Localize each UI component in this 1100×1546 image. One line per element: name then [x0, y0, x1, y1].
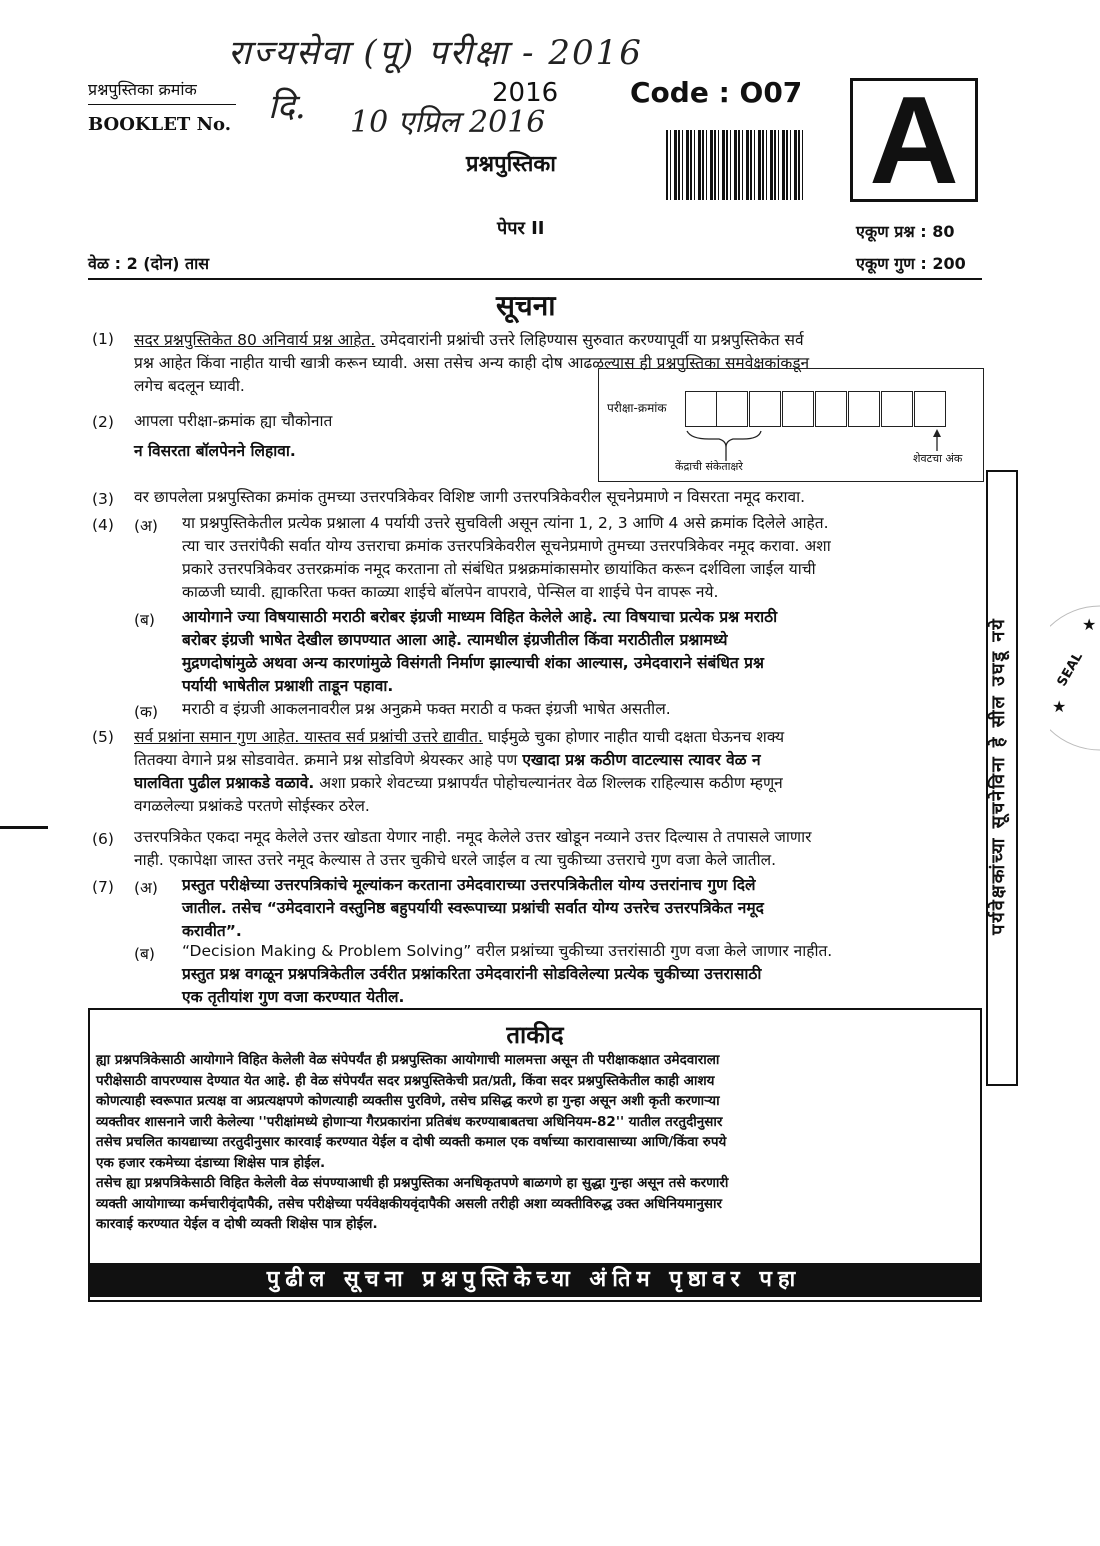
duration: वेळ : 2 (दोन) तास — [88, 254, 210, 273]
warning-line2: परीक्षेसाठी वापरण्यास देण्यात येत आहे. ही वेळ संपेपर्यंत सदर प्रश्नपुस्तिकेची प्रत/प्रती, किंवा सदर प्रश्नपुस्तिकेतील काही आशय — [96, 1072, 715, 1089]
centre-code-label: केंद्राची संकेताक्षरे — [675, 460, 743, 473]
instruction-4a-label: (अ) — [134, 517, 158, 535]
booklet-label-rule — [88, 104, 236, 105]
instruction-4c-label: (क) — [134, 703, 158, 721]
paper-number: पेपर II — [497, 218, 545, 239]
instruction-5-answer-all: यास्तव सर्व प्रश्नांची उत्तरे द्यावीत. — [299, 728, 483, 746]
instruction-6-line1: उत्तरपत्रिकेत एकदा नमूद केलेले उत्तर खोडता येणार नाही. नमूद केलेले उत्तर खोडून नव्याने उत्तर दिल्यास ते तपासले जाणार — [134, 828, 812, 846]
instruction-4a-line1: या प्रश्नपुस्तिकेतील प्रत्येक प्रश्नाला 4 पर्यायी उत्तरे सुचविली असून त्यांना 1, 2, 3 आणि 4 असे क्रमांक दिलेले आहेत. — [182, 514, 829, 532]
instruction-7b — [182, 940, 982, 1009]
warning-line8: व्यक्ती आयोगाच्या कर्मचारीवृंदापैकी, तसेच परीक्षेच्या पर्यवेक्षकीयवृंदापैकी असली तरीही अशा व्यक्तीविरुद्ध उक्त अधिनियमानुसार — [96, 1195, 723, 1212]
seal-stamp — [1050, 600, 1100, 760]
svg-text:★: ★ — [1052, 697, 1067, 716]
warning-line7: तसेच ह्या प्रश्नपत्रिकेसाठी विहित केलेली वेळ संपण्याआधी ही प्रश्नपुस्तिका अनधिकृतपणे बाळगणे हा सुद्धा गुन्हा असून तसे करणारी — [96, 1175, 729, 1191]
warning-line9: कारवाई करण्यात येईल व दोषी व्यक्ती शिक्षेस पात्र होईल. — [96, 1216, 378, 1232]
warning-line4: व्यक्तीवर शासनाने जारी केलेल्या ''परीक्षांमध्ये होणाऱ्या गैरप्रकारांना प्रतिबंध करण्याबाबतचा अधिनियम-82'' यातील तरतुदीनुसार — [96, 1113, 723, 1130]
last-digit-label: शेवटचा अंक — [913, 452, 963, 465]
instruction-5-line1: घाईमुळे चुका होणार नाहीत याची दक्षता घेऊनच शक्य — [482, 728, 785, 746]
instruction-5 — [134, 726, 984, 818]
instruction-7a-label: (अ) — [134, 879, 158, 897]
total-questions: एकूण प्रश्न : 80 — [856, 222, 955, 241]
barcode — [666, 130, 806, 200]
instruction-2-line1: आपला परीक्षा-क्रमांक ह्या चौकोनात — [134, 412, 333, 430]
version-letter-box — [850, 72, 978, 210]
instruction-number-7: (7) — [92, 878, 114, 896]
booklet-label-en: BOOKLET No. — [88, 114, 231, 135]
handwritten-exam-name: राज्यसेवा (पू) परीक्षा - 2016 — [228, 33, 643, 73]
instruction-4a — [182, 512, 982, 604]
instructions-heading: सूचना — [496, 289, 556, 322]
year: 2016 — [492, 78, 559, 108]
seal-label: SEAL — [1054, 649, 1086, 690]
warning-line1: ह्या प्रश्नपत्रिकेसाठी आयोगाने विहित केलेली वेळ संपेपर्यंत ही प्रश्नपुस्तिका आयोगाची मालमत्ता असून ती परीक्षाकक्षात उमेदवाराला — [96, 1052, 720, 1068]
instruction-1-emphasis: सदर प्रश्नपुस्तिकेत 80 अनिवार्य प्रश्न आहेत. — [134, 331, 376, 349]
warning-text — [96, 1050, 980, 1235]
instruction-3: वर छापलेला प्रश्नपुस्तिका क्रमांक तुमच्या उत्तरपत्रिकेवर विशिष्ट जागी उत्तरपत्रिकेवरील सूचनेप्रमाणे न विसरता नमूद करावा. — [134, 488, 806, 506]
warning-box — [88, 1008, 982, 1302]
warning-line3: कोणत्याही स्वरूपात प्रत्यक्ष वा अप्रत्यक्षपणे कोणत्याही व्यक्तीस पुरविणे, तसेच प्रसिद्ध करणे हा गुन्हा असून अशी कृती करणाऱ्या — [96, 1093, 720, 1109]
instruction-1-line2: प्रश्न आहेत किंवा नाहीत याची खात्री करून घ्यावी. असा तसेच अन्य काही दोष आढळल्यास ही प्रश्नपुस्तिका समवेक्षकांकडून — [134, 354, 810, 372]
instruction-1-line1: उमेदवारांनी प्रश्नांची उत्तरे लिहिण्यास सुरुवात करण्यापूर्वी या प्रश्नपुस्तिकेत सर्व — [375, 331, 804, 349]
roll-number-box — [598, 368, 984, 482]
instruction-5-line2-bold: एखादा प्रश्न कठीण वाटल्यास त्यावर वेळ न — [522, 751, 761, 769]
instruction-number-3: (3) — [92, 490, 114, 508]
instruction-5-line2: तितक्या वेगाने प्रश्न सोडवावेत. क्रमाने प्रश्न सोडविणे श्रेयस्कर आहे पण — [134, 751, 523, 769]
instruction-5-equal-marks: सर्व प्रश्नांना समान गुण आहेत. — [134, 728, 300, 746]
warning-heading: ताकीद — [506, 1021, 564, 1049]
handwritten-date: 10 एप्रिल 2016 — [350, 105, 546, 140]
instruction-7a-line1: प्रस्तुत परीक्षेच्या उत्तरपत्रिकांचे मूल्यांकन करताना उमेदवाराच्या उत्तरपत्रिकेतील योग्य उत्तरांनाच गुण दिले — [182, 876, 756, 894]
total-marks: एकूण गुण : 200 — [856, 254, 966, 273]
instruction-number-1: (1) — [92, 330, 114, 348]
instruction-5-line4: वगळलेल्या प्रश्नांकडे परतणे सोईस्कर ठरेल. — [134, 797, 370, 815]
instruction-4b-line2: बरोबर इंग्रजी भाषेत देखील छापण्यात आला आहे. त्यामधील इंग्रजीतील किंवा मराठीतील प्रश्नामध्ये — [182, 631, 728, 649]
header-rule — [88, 278, 982, 280]
warning-line5: तसेच प्रचलित कायद्याच्या तरतुदीनुसार कारवाई करण्यात येईल व दोषी व्यक्ती कमाल एक वर्षाच्या कारावासाच्या आणि/किंवा रुपये — [96, 1134, 727, 1150]
margin-mark — [0, 826, 48, 829]
instruction-4a-line2: त्या चार उत्तरांपैकी सर्वात योग्य उत्तराचा क्रमांक उत्तरपत्रिकेवरील सूचनेप्रमाणे तुमच्या उत्तरपत्रिकेवर नमूद करावा. अशा — [182, 537, 831, 555]
seal-strip — [986, 470, 1018, 1086]
instruction-number-2: (2) — [92, 413, 114, 431]
roll-number-label: परीक्षा-क्रमांक — [607, 401, 667, 415]
next-instructions-band: पुढील सूचना प्रश्नपुस्तिकेच्या अंतिम पृष्ठावर पहा — [88, 1263, 980, 1297]
instruction-4b-label: (ब) — [134, 611, 155, 629]
instruction-number-5: (5) — [92, 728, 114, 746]
seal-strip-text: पर्यवेक्षकांच्या सूचनेविना हे सील उघडू नये — [988, 617, 1009, 935]
instruction-7a-line2: जातील. तसेच “उमेदवाराने वस्तुनिष्ठ बहुपर्यायी स्वरूपाच्या प्रश्नांची सर्वात योग्य उत्तरेच उत्तरपत्रिकेत नमूद — [182, 899, 764, 917]
instruction-4b — [182, 606, 982, 698]
instruction-7b-line3: एक तृतीयांश गुण वजा करण्यात येतील. — [182, 988, 405, 1006]
booklet-title: प्रश्नपुस्तिका — [466, 152, 556, 177]
instruction-4b-line4: पर्यायी भाषेतील प्रश्नाशी ताडून पहावा. — [182, 677, 394, 695]
instruction-number-4: (4) — [92, 516, 114, 534]
instruction-7a — [182, 874, 982, 943]
instruction-1-line3: लगेच बदलून घ्यावी. — [134, 377, 245, 395]
instruction-5-line3-bold: घालविता पुढील प्रश्नाकडे वळावे. — [134, 774, 315, 792]
instruction-7a-line3: करावीत”. — [182, 922, 242, 940]
instruction-4c: मराठी व इंग्रजी आकलनावरील प्रश्न अनुक्रमे फक्त मराठी व फक्त इंग्रजी भाषेत असतील. — [182, 700, 671, 718]
instruction-4a-line4: काळजी घ्यावी. ह्याकरिता फक्त काळ्या शाईचे बॉलपेन वापरावे, पेन्सिल वा शाईचे पेन वापरू नये. — [182, 583, 719, 601]
instruction-4b-line3: मुद्रणदोषांमुळे अथवा अन्य कारणांमुळे विसंगती निर्माण झाल्याची शंका आल्यास, उमेदवाराने संबंधित प्रश्न — [182, 654, 764, 672]
instruction-4b-line1: आयोगाने ज्या विषयासाठी मराठी बरोबर इंग्रजी माध्यम विहित केलेले आहे. त्या विषयाचा प्रत्येक प्रश्न मराठी — [182, 608, 778, 626]
booklet-label-mr: प्रश्नपुस्तिका क्रमांक — [88, 80, 197, 99]
paper-code: Code : O07 — [630, 76, 803, 109]
instruction-7b-line1: “Decision Making & Problem Solving” वरील प्रश्नांच्या चुकीच्या उत्तरांसाठी गुण वजा केले जाणार नाहीत. — [182, 942, 833, 960]
handwritten-date-prefix: दि. — [268, 87, 306, 127]
instruction-4a-line3: प्रकारे उत्तरपत्रिकेवर उत्तरक्रमांक नमूद करताना तो संबंधित प्रश्नक्रमांकासमोर छायांकित करून दर्शविला जाईल याची — [182, 560, 816, 578]
instruction-5-line3: अशा प्रकारे शेवटच्या प्रश्नापर्यंत पोहोचल्यानंतर वेळ शिल्लक राहिल्यास कठीण म्हणून — [314, 774, 783, 792]
instruction-2-line2: न विसरता बॉलपेनने लिहावा. — [134, 442, 296, 460]
instruction-number-6: (6) — [92, 830, 114, 848]
instruction-7b-line2: प्रस्तुत प्रश्न वगळून प्रश्नपत्रिकेतील उर्वरीत प्रश्नांकरिता उमेदवारांनी सोडविलेल्या प्रत्येक चुकीच्या उत्तरासाठी — [182, 965, 762, 983]
warning-line6: एक हजार रकमेच्या दंडाच्या शिक्षेस पात्र होईल. — [96, 1154, 326, 1171]
instruction-6-line2: नाही. एकापेक्षा जास्त उत्तरे नमूद केल्यास ते उत्तर चुकीचे धरले जाईल व त्या चुकीच्या उत्तराचे गुण वजा केले जातील. — [134, 851, 777, 869]
version-letter: A — [869, 72, 959, 210]
instruction-7b-label: (ब) — [134, 945, 155, 963]
svg-text:★: ★ — [1082, 615, 1097, 634]
instruction-6 — [134, 826, 984, 872]
